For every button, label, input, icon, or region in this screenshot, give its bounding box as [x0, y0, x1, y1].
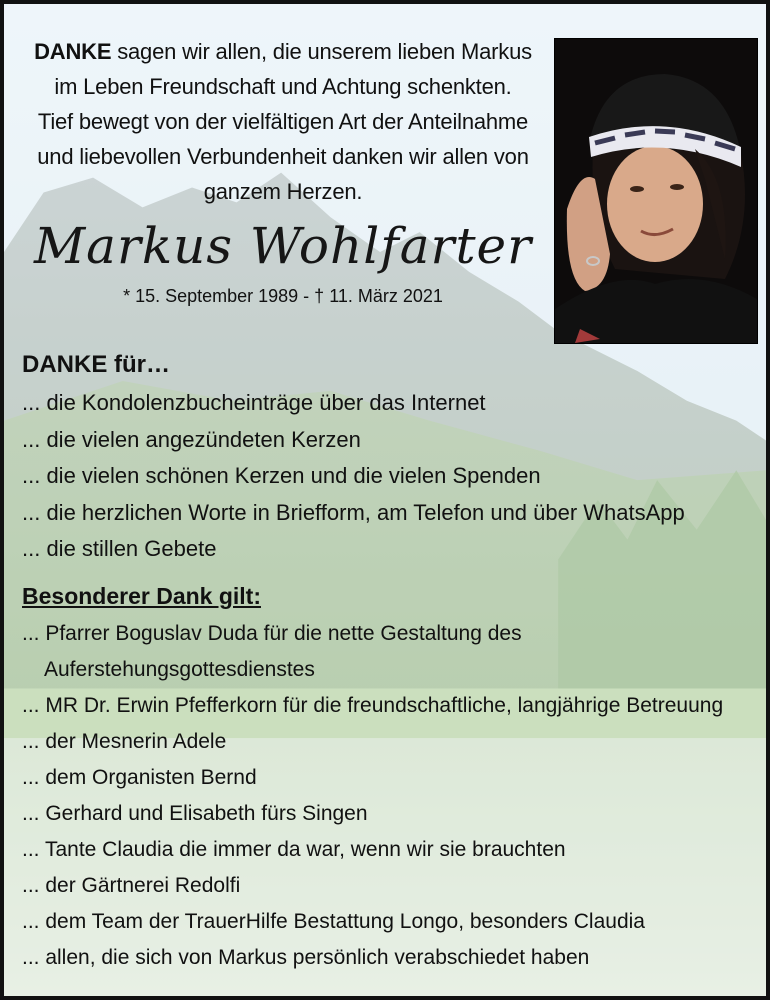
thanks-item: ... die Kondolenzbucheinträge über das Internet [22, 390, 486, 415]
intro-lead-word: DANKE [34, 39, 112, 64]
thanks-heading: DANKE für… [22, 351, 170, 378]
special-thanks-item: ... dem Team der TrauerHilfe Bestattung Longo, besonders Claudia [22, 910, 645, 933]
special-thanks-item: ... Tante Claudia die immer da war, wenn wir sie brauchten [22, 838, 566, 861]
intro-text [18, 34, 548, 209]
special-thanks-list [22, 616, 762, 976]
special-thanks-item-continuation: Auferstehungsgottesdienstes [44, 658, 315, 681]
obituary-content [4, 4, 766, 996]
thanks-item: ... die vielen angezündeten Kerzen [22, 426, 361, 452]
intro-line-1-rest: sagen wir allen, die unserem lieben Markus [111, 39, 532, 64]
life-dates: * 15. September 1989 - † 11. März 2021 [123, 286, 443, 306]
intro-line-2: im Leben Freundschaft und Achtung schenkten. [54, 74, 512, 99]
thanks-item: ... die stillen Gebete [22, 536, 217, 561]
special-thanks-item: ... MR Dr. Erwin Pfefferkorn für die freundschaftliche, langjährige Betreuung [22, 694, 724, 717]
portrait-icon [555, 39, 757, 343]
special-thanks-item: ... der Gärtnerei Redolfi [22, 874, 241, 897]
thanks-list [22, 385, 762, 568]
intro-line-4: und liebevollen Verbundenheit danken wir allen von [37, 144, 529, 169]
special-thanks-heading: Besonderer Dank gilt: [22, 583, 261, 609]
special-thanks-item: ... Gerhard und Elisabeth fürs Singen [22, 802, 368, 825]
intro-line-5: ganzem Herzen. [203, 179, 363, 204]
special-thanks-item: ... allen, die sich von Markus persönlich verabschiedet haben [22, 946, 590, 969]
thanks-item: ... die vielen schönen Kerzen und die vielen Spenden [22, 463, 541, 488]
intro-line-3: Tief bewegt von der vielfältigen Art der Anteilnahme [37, 109, 529, 134]
special-thanks-item: ... dem Organisten Bernd [22, 766, 257, 789]
special-thanks-item: ... der Mesnerin Adele [22, 730, 227, 753]
thanks-item: ... die herzlichen Worte in Briefform, am Telefon und über WhatsApp [22, 499, 685, 525]
deceased-name: Markus Wohlfarter [33, 217, 533, 275]
portrait-photo [554, 38, 758, 344]
special-thanks-item: ... Pfarrer Boguslav Duda für die nette Gestaltung des [22, 622, 522, 645]
intro-line-1 [18, 34, 548, 69]
